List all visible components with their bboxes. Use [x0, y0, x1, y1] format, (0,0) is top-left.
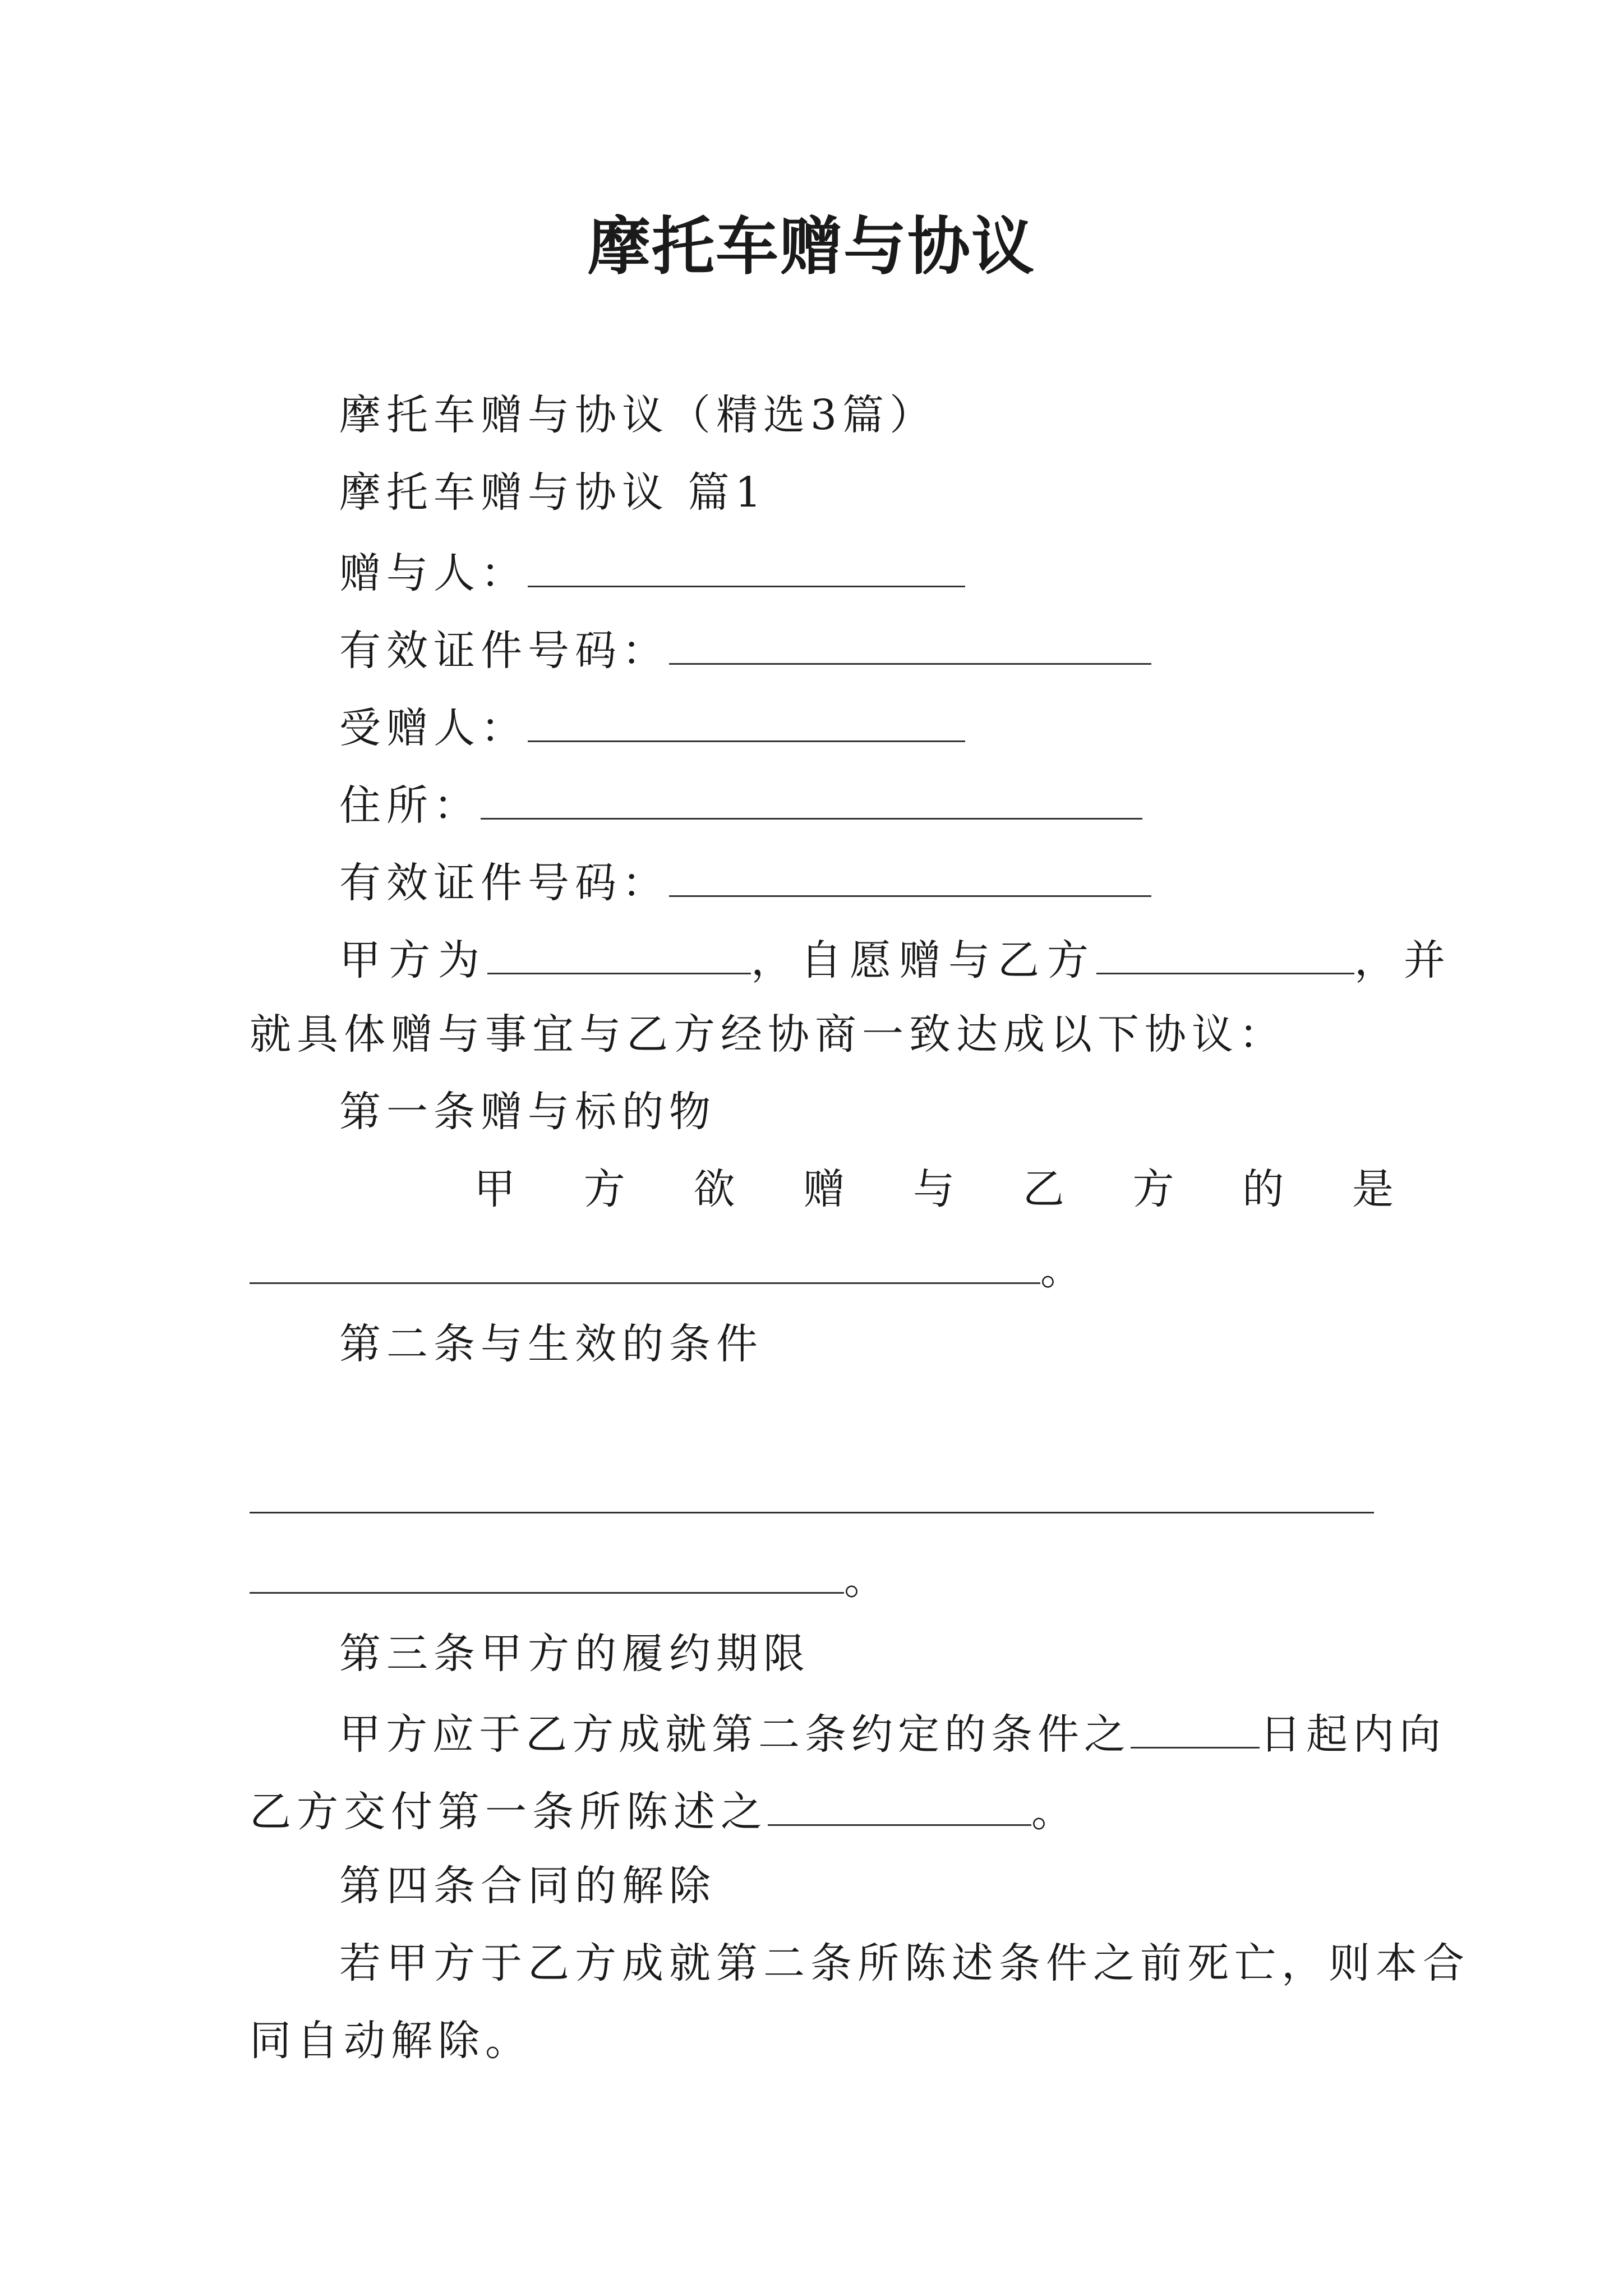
article3-line1b: 日起内向 — [1260, 1710, 1446, 1759]
spread-char: 乙 — [1022, 1165, 1064, 1213]
article3-line1a: 甲方应于乙方成就第二条约定的条件之 — [339, 1710, 1131, 1759]
article1-object-line — [250, 1239, 1394, 1298]
recipient-id-blank[interactable] — [669, 852, 1151, 897]
spread-char: 欲 — [693, 1165, 735, 1213]
recipient-field — [250, 697, 1483, 756]
article2-heading: 第二条与生效的条件 — [339, 1320, 763, 1368]
donor-blank[interactable] — [528, 542, 965, 587]
spread-char: 方 — [1132, 1165, 1174, 1213]
preamble-b: ，自愿赠与乙方 — [751, 936, 1096, 984]
article4-heading: 第四条合同的解除 — [339, 1862, 716, 1910]
spread-char: 与 — [913, 1165, 955, 1213]
preamble-line-2: 就具体赠与事宜与乙方经协商一致达成以下协议： — [250, 1010, 1286, 1059]
party-b-blank[interactable] — [1096, 929, 1354, 974]
delivery-item-blank[interactable] — [768, 1780, 1031, 1826]
spread-char: 甲 — [474, 1165, 515, 1213]
spread-char: 赠 — [803, 1165, 845, 1213]
donor-field — [250, 542, 1483, 601]
condition-blank-line-1[interactable] — [250, 1512, 1374, 1513]
article3-line2a: 乙方交付第一条所陈述之 — [250, 1788, 768, 1836]
gift-object-blank[interactable] — [250, 1239, 1040, 1284]
article1-end: 。 — [1040, 1246, 1087, 1294]
article3-line-2 — [250, 1780, 1394, 1840]
donor-id-field — [250, 619, 1483, 679]
recipient-label: 受赠人： — [339, 704, 528, 752]
article1-spread-line — [250, 1161, 1394, 1217]
preamble-line-1 — [250, 929, 1483, 988]
article4-line-1: 若甲方于乙方成就第二条所陈述条件之前死亡，则本合 — [339, 1939, 1470, 1987]
article2-end: 。 — [844, 1556, 891, 1604]
donor-id-label: 有效证件号码： — [339, 627, 669, 675]
article1-heading: 第一条赠与标的物 — [339, 1088, 716, 1136]
days-blank[interactable] — [1131, 1703, 1260, 1749]
donor-id-blank[interactable] — [669, 619, 1151, 665]
recipient-blank[interactable] — [528, 697, 965, 742]
recipient-id-field — [250, 852, 1483, 911]
recipient-id-label: 有效证件号码： — [339, 859, 669, 907]
spread-char: 的 — [1242, 1165, 1284, 1213]
article3-line-1 — [250, 1703, 1483, 1763]
article2-condition-line — [250, 1548, 1394, 1608]
spread-char: 方 — [583, 1165, 625, 1213]
article3-heading: 第三条甲方的履约期限 — [339, 1630, 810, 1678]
preamble-a: 甲方为 — [339, 936, 487, 984]
subtitle: 摩托车赠与协议（精选3篇） — [339, 391, 937, 439]
article3-line2b: 。 — [1031, 1788, 1078, 1836]
spread-char: 是 — [1352, 1165, 1394, 1213]
residence-label: 住所： — [339, 781, 481, 830]
preamble-c: ，并 — [1354, 936, 1453, 984]
residence-blank[interactable] — [481, 774, 1142, 820]
condition-blank-line-2[interactable] — [250, 1548, 844, 1594]
article4-line-2: 同自动解除。 — [250, 2017, 532, 2065]
party-a-blank[interactable] — [487, 929, 751, 974]
residence-field — [250, 774, 1483, 834]
part-heading: 摩托车赠与协议 篇1 — [339, 468, 767, 517]
donor-label: 赠与人： — [339, 549, 528, 597]
page-title: 摩托车赠与协议 — [588, 210, 1035, 283]
